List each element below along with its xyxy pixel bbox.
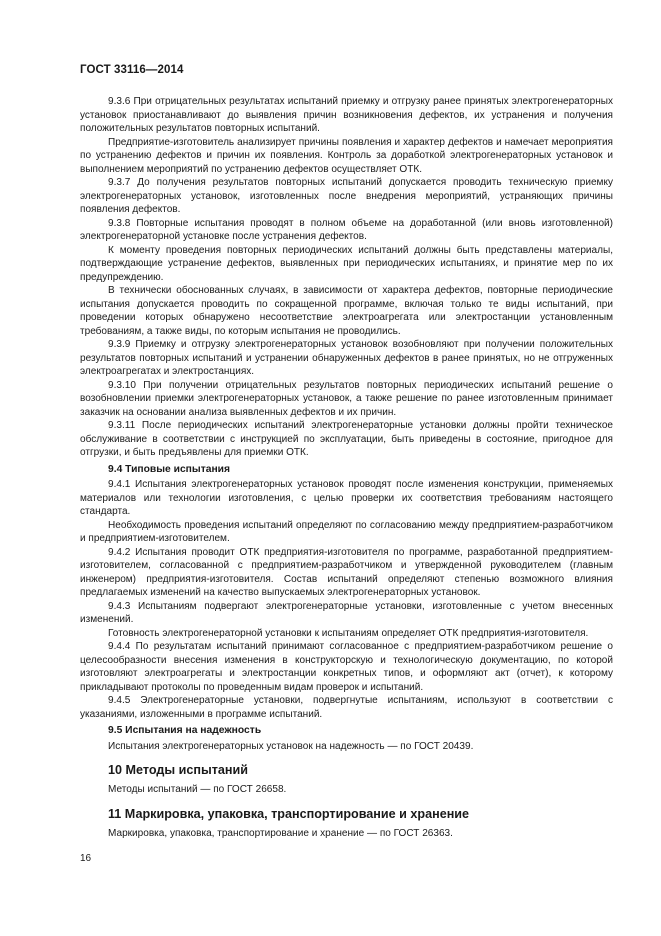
paragraph: Необходимость проведения испытаний определяют по согласованию между предприятием-разработчиком и предприятием-изготовителем.	[80, 519, 613, 544]
section-heading: 11 Маркировка, упаковка, транспортирование и хранение	[108, 806, 470, 821]
paragraph: Испытания электрогенераторных установок на надежность — по ГОСТ 20439.	[108, 740, 474, 752]
paragraph: Готовность электрогенераторной установки к испытаниям определяет ОТК предприятия-изготовителя.	[108, 627, 589, 639]
section-heading: 10 Методы испытаний	[108, 763, 248, 777]
page-number: 16	[80, 853, 92, 864]
paragraph: 9.3.6 При отрицательных результатах испытаний приемку и отгрузку ранее принятых электрогенераторных установок приостанавливают до выявления причин возникновения дефектов, их устранения и получения положительных результатов повторных испытаний.	[80, 96, 613, 134]
paragraph: 9.4.2 Испытания проводит ОТК предприятия-изготовителя по программе, разработанной предприятием-изготовителем, согласованной с предприятием-разработчиком и утвержденной руководителем (главным инженером) предприятия-изготовителя. Состав испытаний определяют степенью возможного влияния предлагаемых изменений на качество выпускаемых электрогенераторных установок.	[80, 546, 613, 598]
paragraph: 9.4.5 Электрогенераторные установки, подвергнутые испытаниям, используют в соответствии с указаниями, изложенными в программе испытаний.	[80, 695, 613, 720]
paragraph: 9.4.1 Испытания электрогенераторных установок проводят после изменения конструкции, применяемых материалов или технологии изготовления, с целью проверки их соответствия требованиям настоящего стандарта.	[80, 479, 613, 517]
paragraph: 9.3.11 После периодических испытаний электрогенераторные установки должны пройти техническое обслуживание в соответствии с инструкцией по эксплуатации, быть приведены в состояние, пригодное для отгрузки, и быть предъявлены для приемки ОТК.	[80, 420, 613, 458]
paragraph: 9.3.10 При получении отрицательных результатов повторных периодических испытаний решение о возобновлении приемки электрогенераторных установок, а также решение по ранее изготовленным принимает заказчик на основании анализа выявленных дефектов и их причин.	[80, 379, 613, 418]
paragraph: 9.3.8 Повторные испытания проводят в полном объеме на доработанной (или вновь изготовленной) электрогенераторной установке после устранения дефектов.	[80, 217, 613, 242]
paragraph: К моменту проведения повторных периодических испытаний должны быть представлены материалы, подтверждающие устранение дефектов, выявленных при периодических испытаниях, и принятие мер по их предупреждению.	[80, 244, 613, 283]
paragraph: В технически обоснованных случаях, в зависимости от характера дефектов, повторные периодические испытания допускается проводить по сокращенной программе, включая только те виды испытаний, при проведении которых обнаружено несоответствие электроагрегата или электростанции установленным требованиям, а также виды, по которым испытания не проводились.	[80, 285, 613, 337]
subsection-heading: 9.4 Типовые испытания	[108, 463, 231, 475]
paragraph: Маркировка, упаковка, транспортирование и хранение — по ГОСТ 26363.	[108, 827, 453, 839]
paragraph: 9.4.3 Испытаниям подвергают электрогенераторные установки, изготовленные с учетом внесенных изменений.	[80, 600, 613, 625]
subsection-heading: 9.5 Испытания на надежность	[108, 725, 262, 736]
document-body	[80, 95, 613, 840]
paragraph: 9.3.7 До получения результатов повторных испытаний допускается проводить техническую приемку электрогенераторных установок, изготовленных после внедрения мероприятий, устраняющих причины появления дефектов.	[80, 177, 613, 215]
paragraph: 9.3.9 Приемку и отгрузку электрогенераторных установок возобновляют при получении положительных результатов повторных испытаний и устранении обнаруженных дефектов в ранее принятых, но не отгруженных электроагрегатах и электростанциях.	[80, 339, 613, 377]
paragraph: Предприятие-изготовитель анализирует причины появления и характер дефектов и намечает мероприятия по устранению дефектов и причин их появления. Контроль за доработкой электрогенераторных установок и выполнением мероприятий по устранению дефектов осуществляет ОТК.	[80, 136, 613, 175]
paragraph: 9.4.4 По результатам испытаний принимают согласованное с предприятием-разработчиком решение о целесообразности внесения изменения в конструкторскую и технологическую документацию, по которой изготовляют электроагрегаты и электростанции конкретных типов, и оформляют акт (отчет), к которому прикладывают протоколы по проведенным видам проверок и испытаний.	[80, 641, 613, 693]
document-header: ГОСТ 33116—2014	[80, 64, 184, 76]
paragraph: Методы испытаний — по ГОСТ 26658.	[108, 784, 287, 795]
